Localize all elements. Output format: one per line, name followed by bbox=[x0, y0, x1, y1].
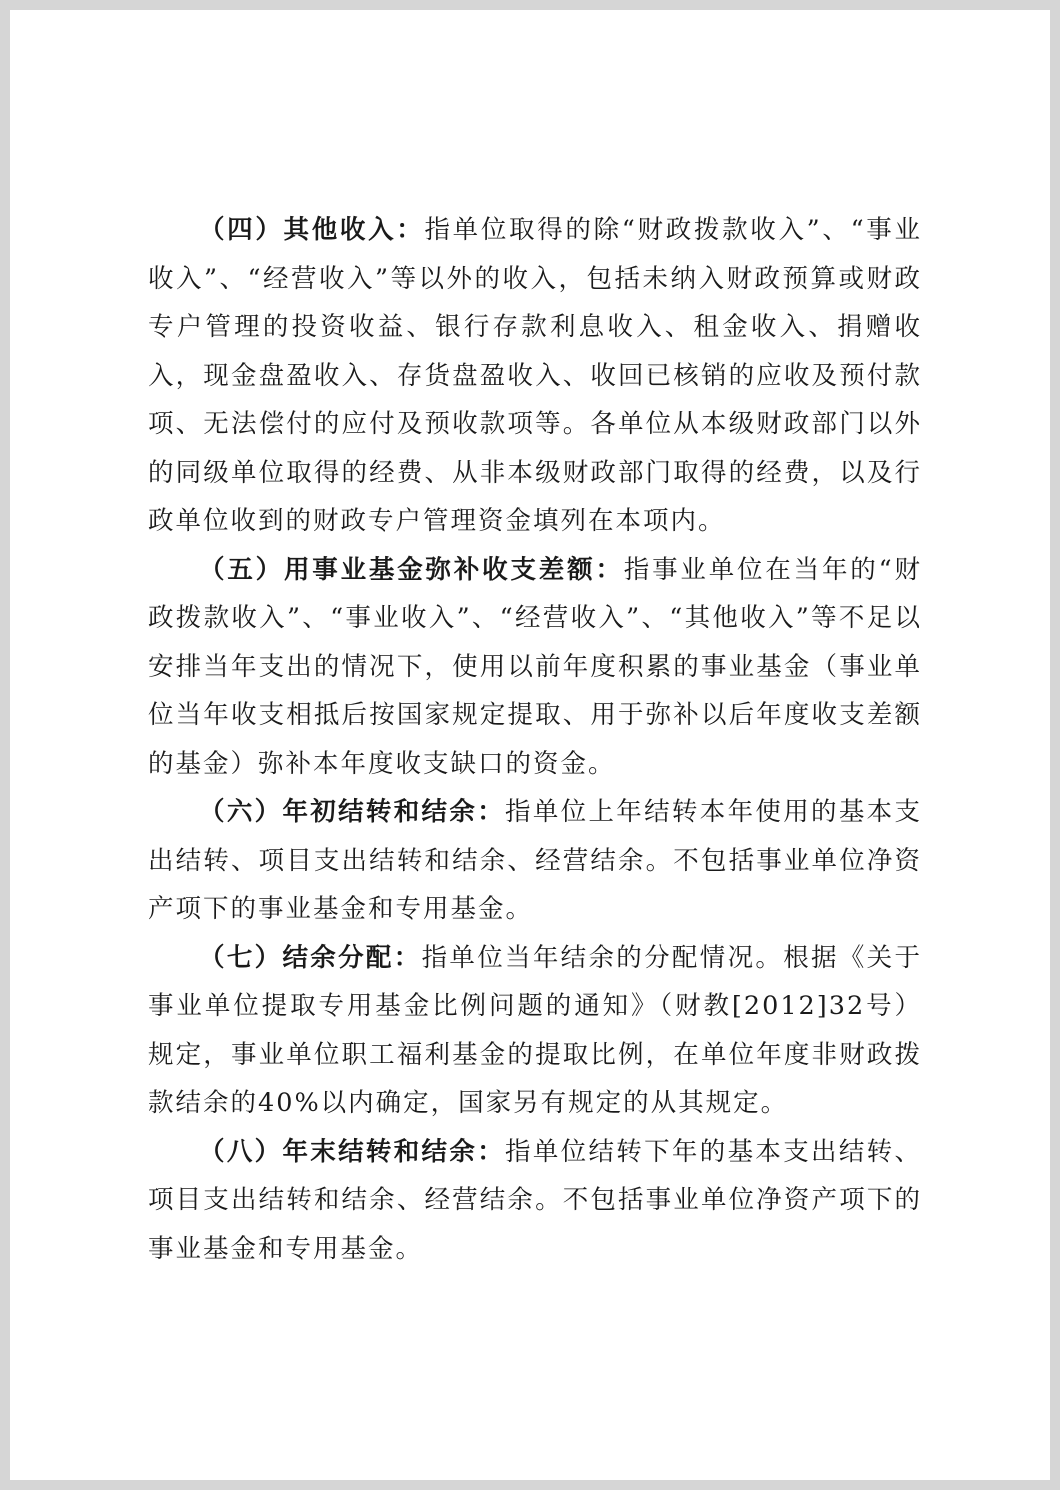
paragraph-heading: （六）年初结转和结余： bbox=[199, 797, 506, 827]
paragraph-heading: （五）用事业基金弥补收支差额： bbox=[199, 554, 624, 585]
paragraph-closing-carryover bbox=[148, 1128, 922, 1274]
paragraph-text: 指单位当年结余的分配情况。根据《关于事业单位提取专用基金比例问题的通知》（财教[2012]32号）规定，事业单位职工福利基金的提取比例，在单位年度非财政拨款结余的40%以内确定，国家另有规定的从其规定。 bbox=[148, 942, 922, 1118]
paragraph-text: 指单位取得的除“财政拨款收入”、“事业收入”、“经营收入”等以外的收入，包括未纳入财政预算或财政专户管理的投资收益、银行存款利息收入、租金收入、捐赠收入，现金盘盈收入、存货盘盈收入、收回已核销的应收及预付款项、无法偿付的应付及预收款项等。各单位从本级财政部门以外的同级单位取得的经费、从非本级财政部门取得的经费，以及行政单位收到的财政专户管理资金填列在本项内。 bbox=[148, 215, 922, 536]
paragraph-heading: （七）结余分配： bbox=[199, 942, 422, 973]
paragraph-heading: （八）年末结转和结余： bbox=[199, 1136, 506, 1167]
paragraph-text: 指单位上年结转本年使用的基本支出结转、项目支出结转和结余、经营结余。不包括事业单位净资产项下的事业基金和专用基金。 bbox=[148, 797, 922, 924]
document-page bbox=[10, 10, 1050, 1480]
paragraph-business-fund-offset bbox=[148, 546, 922, 789]
paragraph-text: 指事业单位在当年的“财政拨款收入”、“事业收入”、“经营收入”、“其他收入”等不足以安排当年支出的情况下，使用以前年度积累的事业基金（事业单位当年收支相抵后按国家规定提取、用于弥补以后年度收支差额的基金）弥补本年度收支缺口的资金。 bbox=[148, 554, 922, 779]
paragraph-heading: （四）其他收入： bbox=[199, 215, 425, 245]
paragraph-other-income bbox=[148, 206, 922, 546]
paragraph-surplus-distribution bbox=[148, 934, 922, 1128]
document-body bbox=[148, 206, 922, 1273]
paragraph-text: 指单位结转下年的基本支出结转、项目支出结转和结余、经营结余。不包括事业单位净资产项下的事业基金和专用基金。 bbox=[148, 1136, 922, 1264]
paragraph-opening-carryover bbox=[148, 788, 922, 934]
